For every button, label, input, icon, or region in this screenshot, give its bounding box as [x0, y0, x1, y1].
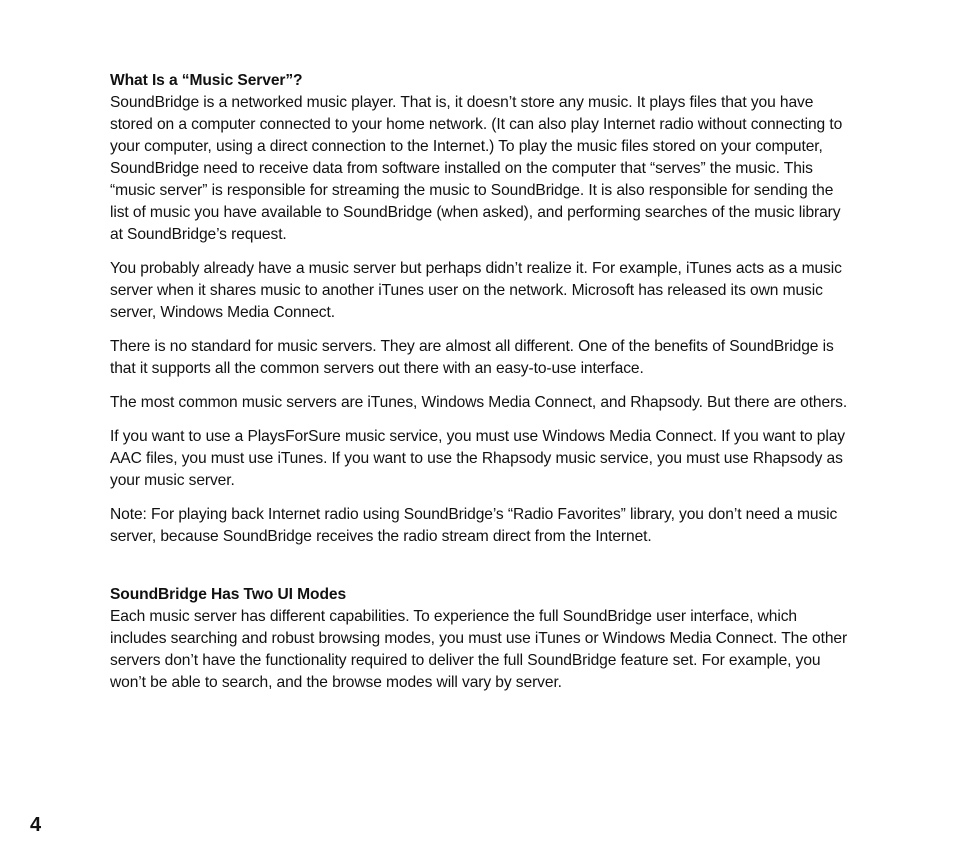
paragraph: Note: For playing back Internet radio using SoundBridge’s “Radio Favorites” library, you don’t need a music server, because SoundBridge receives the radio stream direct from the Internet.	[110, 506, 838, 545]
section-ui-modes	[110, 584, 850, 694]
section-heading: SoundBridge Has Two UI Modes	[110, 586, 347, 603]
paragraph: SoundBridge is a networked music player. That is, it doesn’t store any music. It plays files that you have stored on a computer connected to your home network. (It can also play Internet radio without connecting to your computer, using a direct connection to the Internet.) To play the music files stored on your computer, SoundBridge need to receive data from software installed on the computer that “serves” the music. This “music server” is responsible for streaming the music to SoundBridge. It is also responsible for sending the list of music you have available to SoundBridge (when asked), and performing searches of the music library at SoundBridge’s request.	[110, 94, 843, 243]
paragraph: You probably already have a music server but perhaps didn’t realize it. For example, iTunes acts as a music server when it shares music to another iTunes user on the network. Microsoft has released its own music server, Windows Media Connect.	[110, 260, 842, 321]
paragraph: There is no standard for music servers. They are almost all different. One of the benefits of SoundBridge is that it supports all the common servers out there with an easy-to-use interface.	[110, 338, 834, 377]
paragraph: If you want to use a PlaysForSure music service, you must use Windows Media Connect. If you want to play AAC files, you must use iTunes. If you want to use the Rhapsody music service, you must use Rhapsody as your music server.	[110, 428, 845, 489]
section-music-server	[110, 70, 850, 548]
paragraph: Each music server has different capabilities. To experience the full SoundBridge user interface, which includes searching and robust browsing modes, you must use iTunes or Windows Media Connect. The other servers don’t have the functionality required to deliver the full SoundBridge feature set. For example, you won’t be able to search, and the browse modes will vary by server.	[110, 608, 848, 691]
section-heading: What Is a “Music Server”?	[110, 72, 303, 89]
paragraph: The most common music servers are iTunes, Windows Media Connect, and Rhapsody. But there are others.	[110, 394, 848, 411]
page-number: 4	[30, 814, 42, 836]
page-content	[110, 70, 850, 706]
